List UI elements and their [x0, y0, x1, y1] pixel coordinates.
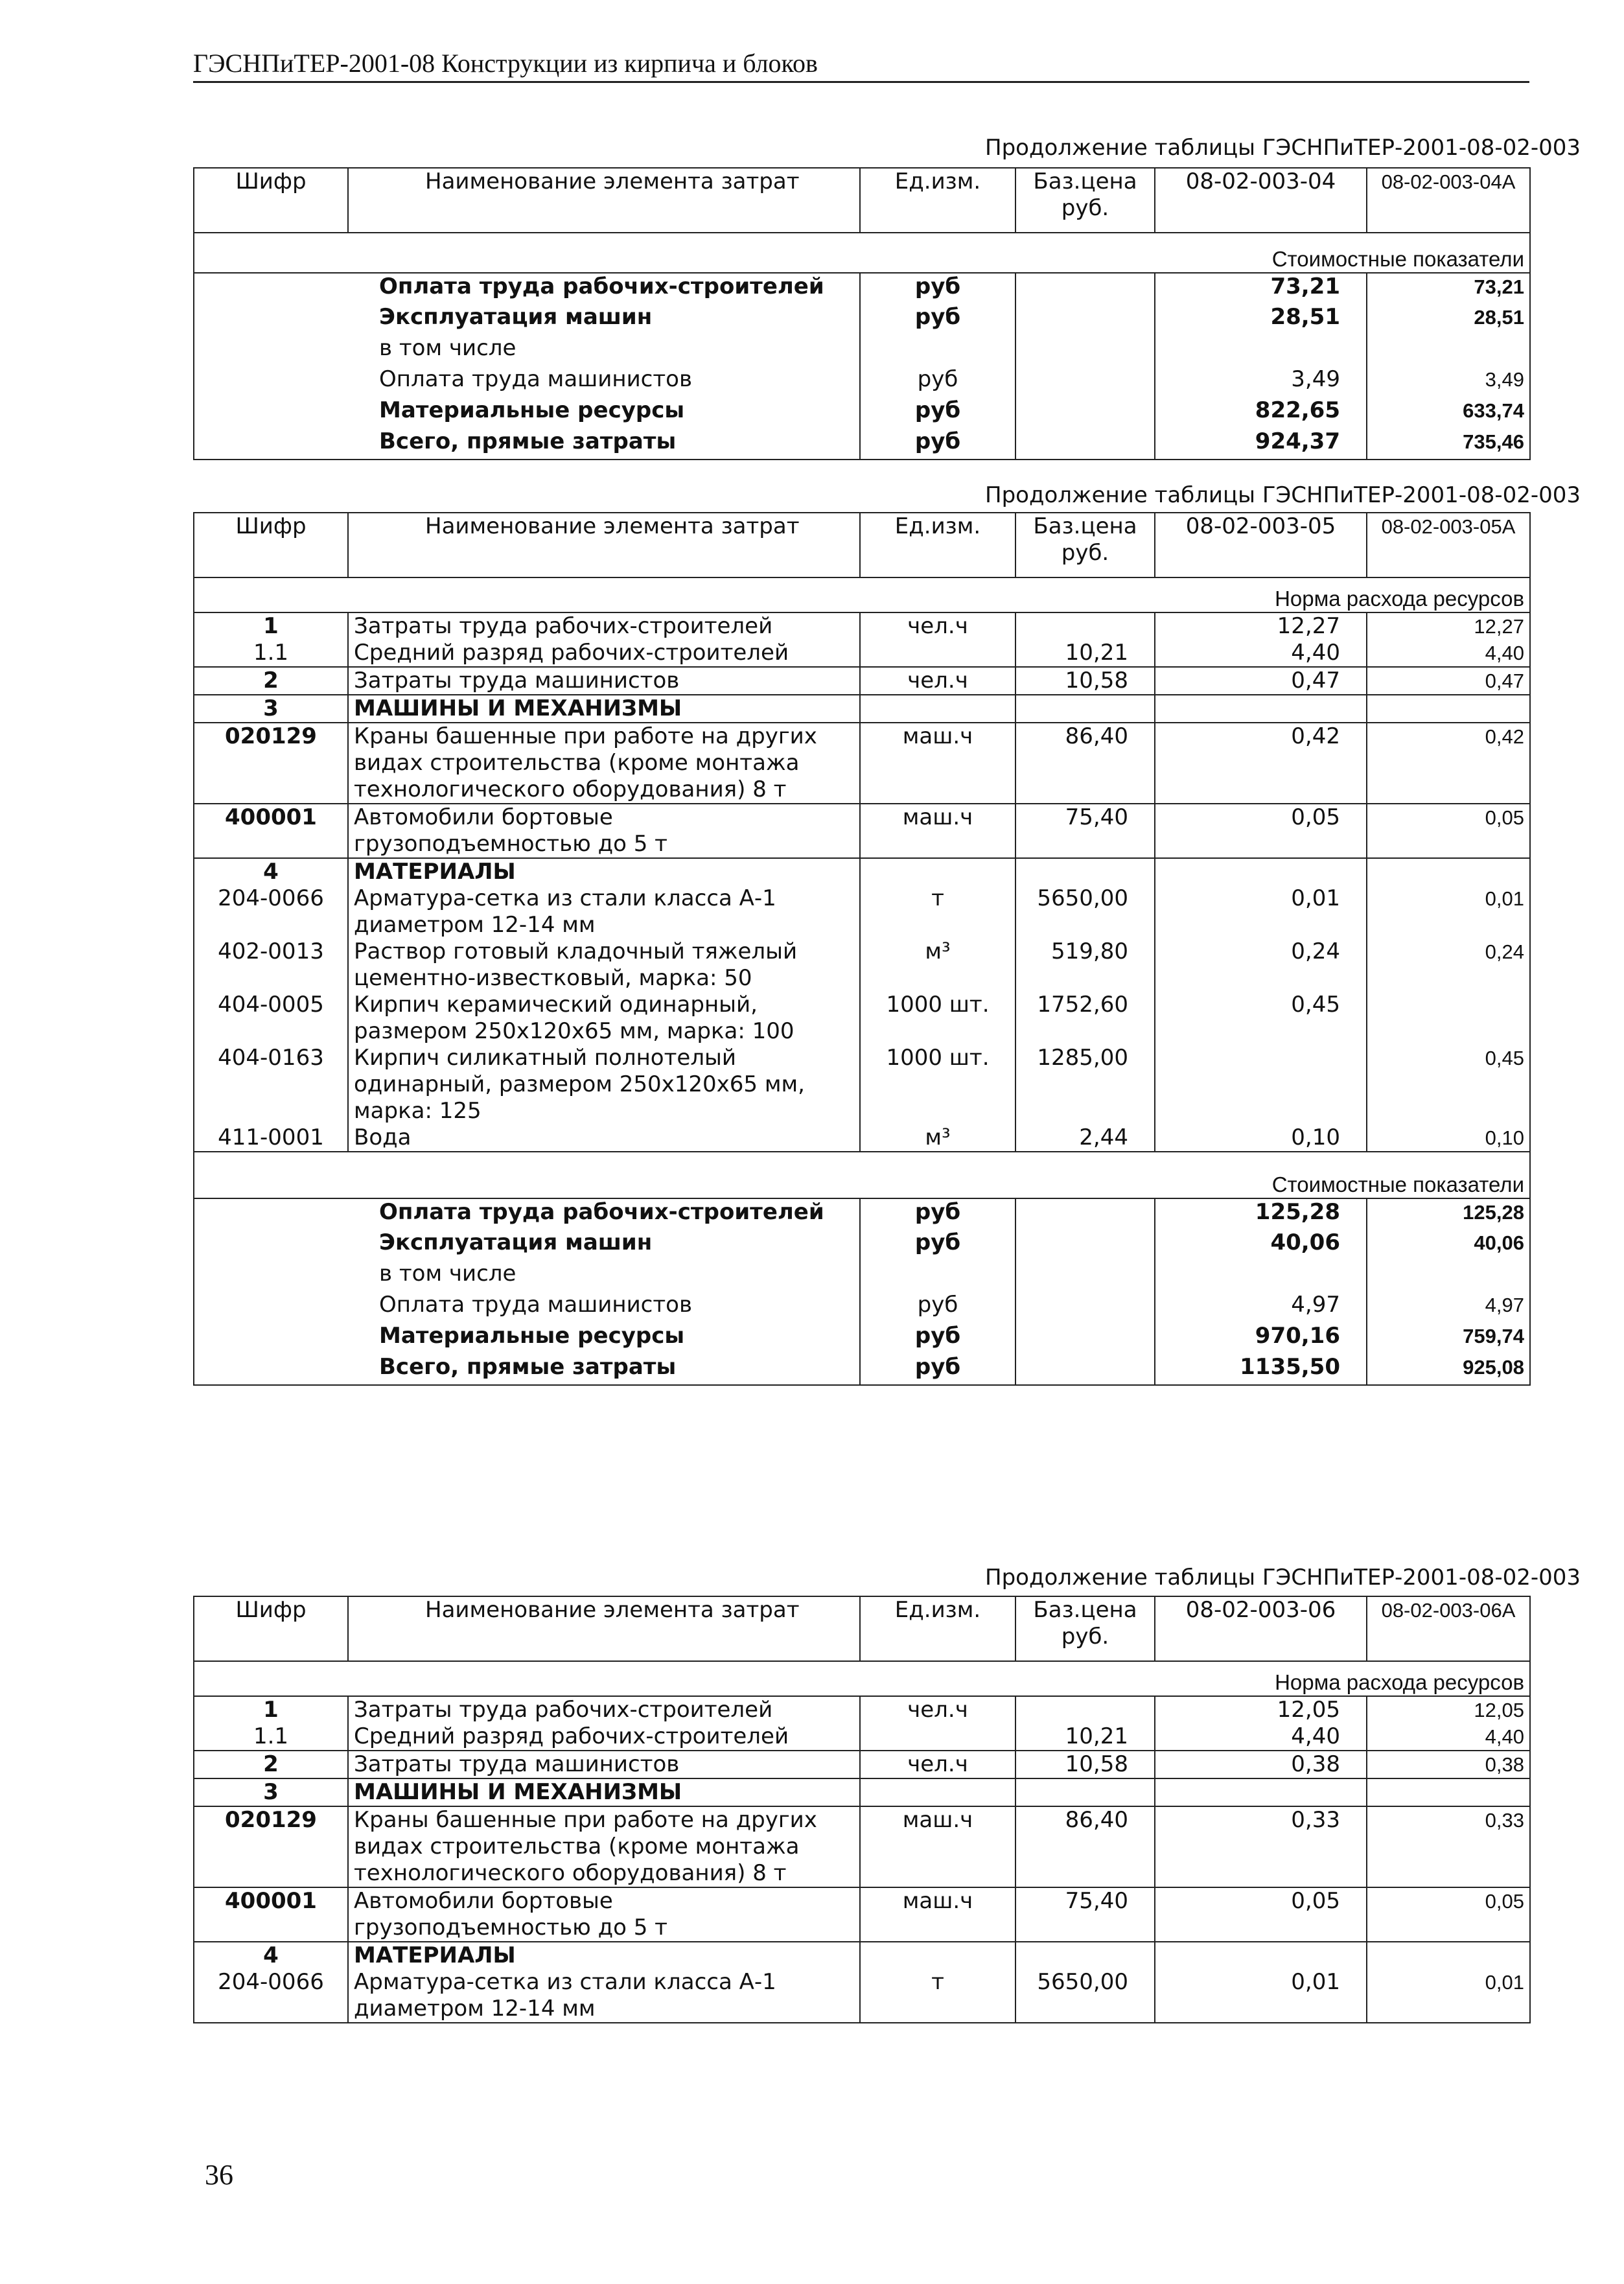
resource-code: 404-0163 [194, 1045, 348, 1125]
resource-name: Автомобили бортовые грузоподъемностью до 5 т [348, 1887, 860, 1942]
resource-code: 2 [194, 667, 348, 695]
resource-price [1015, 1696, 1155, 1723]
resource-name: Затраты труда машинистов [348, 1751, 860, 1778]
resource-price: 5650,00 [1015, 885, 1155, 938]
price-label-top: Баз.цена [1033, 1597, 1137, 1623]
col-header-code: Шифр [194, 1596, 348, 1661]
cost-code-cell [194, 335, 348, 366]
resource-name: Автомобили бортовые грузоподъемностью до 5 т [348, 804, 860, 858]
col-header-price [1015, 513, 1155, 577]
resource-norm-1: 0,01 [1155, 885, 1367, 938]
cost-unit: руб [860, 1354, 1015, 1385]
resource-row [194, 667, 1530, 695]
col-header-rate-1: 08-02-003-05 [1155, 513, 1367, 577]
resource-unit [860, 695, 1015, 723]
cost-value-1: 73,21 [1155, 273, 1367, 304]
col-header-unit: Ед.изм. [860, 513, 1015, 577]
resource-name: Кирпич керамический одинарный, размером 250х120х65 мм, марка: 100 [348, 992, 860, 1045]
cost-unit: руб [860, 1323, 1015, 1354]
resource-unit: т [860, 1969, 1015, 2023]
resource-name: МАТЕРИАЛЫ [348, 1942, 860, 1969]
cost-value-1: 1135,50 [1155, 1354, 1367, 1385]
resource-name: Затраты труда рабочих-строителей [348, 612, 860, 640]
cost-price-cell [1015, 1198, 1155, 1229]
resource-row [194, 1751, 1530, 1778]
cost-name: Всего, прямые затраты [348, 428, 860, 460]
price-label-top: Баз.цена [1033, 513, 1137, 539]
resource-row [194, 1942, 1530, 1969]
resource-price: 519,80 [1015, 938, 1155, 992]
resource-row [194, 992, 1530, 1045]
resource-price [1015, 858, 1155, 885]
cost-value-1 [1155, 1261, 1367, 1292]
resource-norm-2 [1367, 1778, 1530, 1806]
resource-unit: чел.ч [860, 1696, 1015, 1723]
col-header-price [1015, 168, 1155, 233]
cost-value-2: 633,74 [1367, 397, 1530, 428]
cost-value-2: 40,06 [1367, 1229, 1530, 1261]
col-header-name: Наименование элемента затрат [348, 168, 860, 233]
resource-norm-1: 4,40 [1155, 640, 1367, 667]
cost-value-1: 822,65 [1155, 397, 1367, 428]
resource-name: Вода [348, 1125, 860, 1152]
cost-row [194, 1323, 1530, 1354]
resource-name: МАШИНЫ И МЕХАНИЗМЫ [348, 695, 860, 723]
resource-code: 4 [194, 1942, 348, 1969]
resource-price: 1752,60 [1015, 992, 1155, 1045]
resource-unit: маш.ч [860, 1887, 1015, 1942]
cost-row [194, 273, 1530, 304]
col-header-rate-1: 08-02-003-04 [1155, 168, 1367, 233]
cost-code-cell [194, 1229, 348, 1261]
resource-norm-2: 12,05 [1367, 1696, 1530, 1723]
cost-name: Оплата труда рабочих-строителей [348, 1198, 860, 1229]
cost-unit: руб [860, 366, 1015, 397]
resource-norm-2: 4,40 [1367, 640, 1530, 667]
resource-unit [860, 1942, 1015, 1969]
cost-value-2 [1367, 1261, 1530, 1292]
cost-price-cell [1015, 273, 1155, 304]
resource-row [194, 695, 1530, 723]
col-header-unit: Ед.изм. [860, 1596, 1015, 1661]
resource-price: 5650,00 [1015, 1969, 1155, 2023]
resource-name: Арматура-сетка из стали класса А-1 диаметром 12-14 мм [348, 885, 860, 938]
resource-code: 1 [194, 612, 348, 640]
resource-norm-1: 0,05 [1155, 804, 1367, 858]
resource-price [1015, 612, 1155, 640]
resource-row [194, 1045, 1530, 1125]
resource-price [1015, 1778, 1155, 1806]
cost-row [194, 397, 1530, 428]
cost-value-1: 125,28 [1155, 1198, 1367, 1229]
resource-norm-1 [1155, 1942, 1367, 1969]
resource-code: 1.1 [194, 1723, 348, 1751]
resource-norm-1: 0,33 [1155, 1806, 1367, 1887]
resource-unit: чел.ч [860, 612, 1015, 640]
cost-code-cell [194, 397, 348, 428]
resource-name: Кирпич силикатный полнотелый одинарный, размером 250х120х65 мм, марка: 125 [348, 1045, 860, 1125]
table-08-02-003-06 [193, 1596, 1531, 2023]
resource-unit: чел.ч [860, 1751, 1015, 1778]
resource-norm-2 [1367, 858, 1530, 885]
resource-row [194, 804, 1530, 858]
cost-value-1: 924,37 [1155, 428, 1367, 460]
resource-unit: м³ [860, 1125, 1015, 1152]
section-label: Норма расхода ресурсов [194, 577, 1530, 612]
resource-row [194, 938, 1530, 992]
resource-name: Затраты труда рабочих-строителей [348, 1696, 860, 1723]
resource-code: 1 [194, 1696, 348, 1723]
resource-name: МАШИНЫ И МЕХАНИЗМЫ [348, 1778, 860, 1806]
resource-code: 4 [194, 858, 348, 885]
cost-value-2: 925,08 [1367, 1354, 1530, 1385]
cost-value-2: 125,28 [1367, 1198, 1530, 1229]
resource-unit: маш.ч [860, 723, 1015, 804]
resource-name: Средний разряд рабочих-строителей [348, 640, 860, 667]
cost-price-cell [1015, 1229, 1155, 1261]
resource-norm-2: 0,05 [1367, 1887, 1530, 1942]
cost-name: Эксплуатация машин [348, 304, 860, 335]
cost-name: Материальные ресурсы [348, 1323, 860, 1354]
cost-code-cell [194, 273, 348, 304]
section-label: Стоимостные показатели [194, 233, 1530, 273]
resource-price: 10,58 [1015, 667, 1155, 695]
cost-row [194, 304, 1530, 335]
resource-unit [860, 1778, 1015, 1806]
col-header-unit: Ед.изм. [860, 168, 1015, 233]
resource-row [194, 1723, 1530, 1751]
resource-name: Затраты труда машинистов [348, 667, 860, 695]
resource-unit: т [860, 885, 1015, 938]
cost-name: Всего, прямые затраты [348, 1354, 860, 1385]
cost-code-cell [194, 1323, 348, 1354]
continuation-label: Продолжение таблицы ГЭСНПиТЕР-2001-08-02-003 [985, 482, 1581, 508]
cost-code-cell [194, 1198, 348, 1229]
cost-unit [860, 1261, 1015, 1292]
resource-row [194, 1806, 1530, 1887]
cost-value-2: 3,49 [1367, 366, 1530, 397]
cost-name: в том числе [348, 335, 860, 366]
page-number: 36 [205, 2159, 233, 2191]
resource-norm-1: 12,27 [1155, 612, 1367, 640]
resource-code: 3 [194, 695, 348, 723]
resource-price [1015, 1942, 1155, 1969]
cost-unit: руб [860, 428, 1015, 460]
resource-norm-2: 0,01 [1367, 1969, 1530, 2023]
col-header-code: Шифр [194, 513, 348, 577]
cost-unit: руб [860, 1229, 1015, 1261]
resource-unit [860, 858, 1015, 885]
resource-norm-1: 0,05 [1155, 1887, 1367, 1942]
resource-code: 2 [194, 1751, 348, 1778]
cost-code-cell [194, 304, 348, 335]
cost-price-cell [1015, 428, 1155, 460]
resource-code: 404-0005 [194, 992, 348, 1045]
cost-code-cell [194, 428, 348, 460]
resource-norm-2: 0,01 [1367, 885, 1530, 938]
page-header-title: ГЭСНПиТЕР-2001-08 Конструкции из кирпича и блоков [193, 49, 818, 78]
resource-code: 3 [194, 1778, 348, 1806]
resource-code: 400001 [194, 1887, 348, 1942]
resource-name: Краны башенные при работе на других видах строительства (кроме монтажа технологического оборудования) 8 т [348, 723, 860, 804]
resource-norm-2: 0,45 [1367, 1045, 1530, 1125]
table-08-02-003-05 [193, 512, 1531, 1386]
resource-unit: чел.ч [860, 667, 1015, 695]
resource-unit [860, 640, 1015, 667]
cost-code-cell [194, 1261, 348, 1292]
cost-price-cell [1015, 335, 1155, 366]
resource-norm-2: 4,40 [1367, 1723, 1530, 1751]
cost-price-cell [1015, 304, 1155, 335]
resource-code: 1.1 [194, 640, 348, 667]
cost-price-cell [1015, 1323, 1155, 1354]
resource-name: Средний разряд рабочих-строителей [348, 1723, 860, 1751]
resource-norm-1: 4,40 [1155, 1723, 1367, 1751]
cost-name: в том числе [348, 1261, 860, 1292]
section-label: Норма расхода ресурсов [194, 1661, 1530, 1696]
price-label-bottom: руб. [1061, 195, 1109, 221]
resource-row [194, 1696, 1530, 1723]
resource-price: 10,58 [1015, 1751, 1155, 1778]
resource-name: Арматура-сетка из стали класса А-1 диаметром 12-14 мм [348, 1969, 860, 2023]
col-header-price [1015, 1596, 1155, 1661]
cost-row [194, 1292, 1530, 1323]
resource-norm-1 [1155, 858, 1367, 885]
resource-row [194, 1125, 1530, 1152]
resource-unit: 1000 шт. [860, 992, 1015, 1045]
resource-price: 2,44 [1015, 1125, 1155, 1152]
cost-value-1: 3,49 [1155, 366, 1367, 397]
cost-price-cell [1015, 1261, 1155, 1292]
cost-price-cell [1015, 1354, 1155, 1385]
cost-code-cell [194, 366, 348, 397]
cost-value-1 [1155, 335, 1367, 366]
resource-price: 86,40 [1015, 1806, 1155, 1887]
resource-row [194, 640, 1530, 667]
resource-unit: 1000 шт. [860, 1045, 1015, 1125]
resource-norm-2: 0,24 [1367, 938, 1530, 992]
cost-value-1: 28,51 [1155, 304, 1367, 335]
cost-value-1: 4,97 [1155, 1292, 1367, 1323]
resource-norm-1: 0,10 [1155, 1125, 1367, 1152]
resource-norm-2: 0,33 [1367, 1806, 1530, 1887]
cost-row [194, 1354, 1530, 1385]
resource-unit [860, 1723, 1015, 1751]
cost-value-2: 73,21 [1367, 273, 1530, 304]
resource-row [194, 723, 1530, 804]
section-label: Стоимостные показатели [194, 1152, 1530, 1198]
resource-norm-1: 0,01 [1155, 1969, 1367, 2023]
resource-name: Раствор готовый кладочный тяжелый цементно-известковый, марка: 50 [348, 938, 860, 992]
cost-value-2: 4,97 [1367, 1292, 1530, 1323]
cost-value-2: 28,51 [1367, 304, 1530, 335]
resource-price: 75,40 [1015, 804, 1155, 858]
cost-row [194, 1229, 1530, 1261]
cost-row [194, 335, 1530, 366]
resource-name: Краны башенные при работе на других видах строительства (кроме монтажа технологического оборудования) 8 т [348, 1806, 860, 1887]
cost-price-cell [1015, 397, 1155, 428]
continuation-label: Продолжение таблицы ГЭСНПиТЕР-2001-08-02-003 [985, 1565, 1581, 1591]
resource-code: 204-0066 [194, 885, 348, 938]
cost-unit: руб [860, 1292, 1015, 1323]
resource-norm-1: 0,42 [1155, 723, 1367, 804]
table-08-02-003-04 [193, 167, 1531, 460]
cost-unit: руб [860, 1198, 1015, 1229]
resource-norm-1 [1155, 1045, 1367, 1125]
resource-price: 10,21 [1015, 640, 1155, 667]
resource-code: 020129 [194, 1806, 348, 1887]
resource-norm-2: 12,27 [1367, 612, 1530, 640]
col-header-rate-2: 08-02-003-04А [1367, 168, 1530, 233]
resource-norm-2 [1367, 1942, 1530, 1969]
cost-value-1: 40,06 [1155, 1229, 1367, 1261]
cost-code-cell [194, 1354, 348, 1385]
resource-code: 204-0066 [194, 1969, 348, 2023]
resource-norm-2: 0,47 [1367, 667, 1530, 695]
resource-norm-2 [1367, 695, 1530, 723]
resource-unit: маш.ч [860, 804, 1015, 858]
resource-code: 400001 [194, 804, 348, 858]
cost-name: Оплата труда машинистов [348, 1292, 860, 1323]
resource-code: 402-0013 [194, 938, 348, 992]
col-header-name: Наименование элемента затрат [348, 1596, 860, 1661]
cost-unit: руб [860, 304, 1015, 335]
cost-row [194, 1198, 1530, 1229]
resource-row [194, 858, 1530, 885]
resource-price: 86,40 [1015, 723, 1155, 804]
cost-name: Эксплуатация машин [348, 1229, 860, 1261]
resource-norm-1 [1155, 695, 1367, 723]
col-header-rate-1: 08-02-003-06 [1155, 1596, 1367, 1661]
price-label-bottom: руб. [1061, 1624, 1109, 1649]
resource-norm-2: 0,42 [1367, 723, 1530, 804]
resource-code: 020129 [194, 723, 348, 804]
header-rule [193, 81, 1529, 83]
resource-norm-2: 0,38 [1367, 1751, 1530, 1778]
col-header-name: Наименование элемента затрат [348, 513, 860, 577]
resource-norm-1: 0,24 [1155, 938, 1367, 992]
resource-norm-2: 0,10 [1367, 1125, 1530, 1152]
resource-price [1015, 695, 1155, 723]
price-label-top: Баз.цена [1033, 169, 1137, 194]
resource-norm-2 [1367, 992, 1530, 1045]
resource-unit: м³ [860, 938, 1015, 992]
resource-price: 10,21 [1015, 1723, 1155, 1751]
resource-norm-1: 0,47 [1155, 667, 1367, 695]
col-header-code: Шифр [194, 168, 348, 233]
resource-row [194, 1887, 1530, 1942]
resource-row [194, 885, 1530, 938]
cost-name: Материальные ресурсы [348, 397, 860, 428]
cost-name: Оплата труда машинистов [348, 366, 860, 397]
price-label-bottom: руб. [1061, 540, 1109, 566]
resource-norm-1: 0,38 [1155, 1751, 1367, 1778]
cost-unit: руб [860, 273, 1015, 304]
cost-row [194, 366, 1530, 397]
resource-unit: маш.ч [860, 1806, 1015, 1887]
resource-price: 1285,00 [1015, 1045, 1155, 1125]
cost-value-1: 970,16 [1155, 1323, 1367, 1354]
cost-row [194, 1261, 1530, 1292]
resource-price: 75,40 [1015, 1887, 1155, 1942]
cost-code-cell [194, 1292, 348, 1323]
resource-row [194, 612, 1530, 640]
cost-price-cell [1015, 366, 1155, 397]
cost-value-2: 735,46 [1367, 428, 1530, 460]
cost-row [194, 428, 1530, 460]
cost-unit: руб [860, 397, 1015, 428]
resource-norm-1 [1155, 1778, 1367, 1806]
continuation-label: Продолжение таблицы ГЭСНПиТЕР-2001-08-02-003 [985, 135, 1581, 161]
cost-value-2: 759,74 [1367, 1323, 1530, 1354]
resource-row [194, 1778, 1530, 1806]
resource-name: МАТЕРИАЛЫ [348, 858, 860, 885]
resource-norm-2: 0,05 [1367, 804, 1530, 858]
resource-code: 411-0001 [194, 1125, 348, 1152]
resource-row [194, 1969, 1530, 2023]
col-header-rate-2: 08-02-003-05А [1367, 513, 1530, 577]
cost-value-2 [1367, 335, 1530, 366]
col-header-rate-2: 08-02-003-06А [1367, 1596, 1530, 1661]
resource-norm-1: 12,05 [1155, 1696, 1367, 1723]
cost-price-cell [1015, 1292, 1155, 1323]
cost-unit [860, 335, 1015, 366]
resource-norm-1: 0,45 [1155, 992, 1367, 1045]
cost-name: Оплата труда рабочих-строителей [348, 273, 860, 304]
